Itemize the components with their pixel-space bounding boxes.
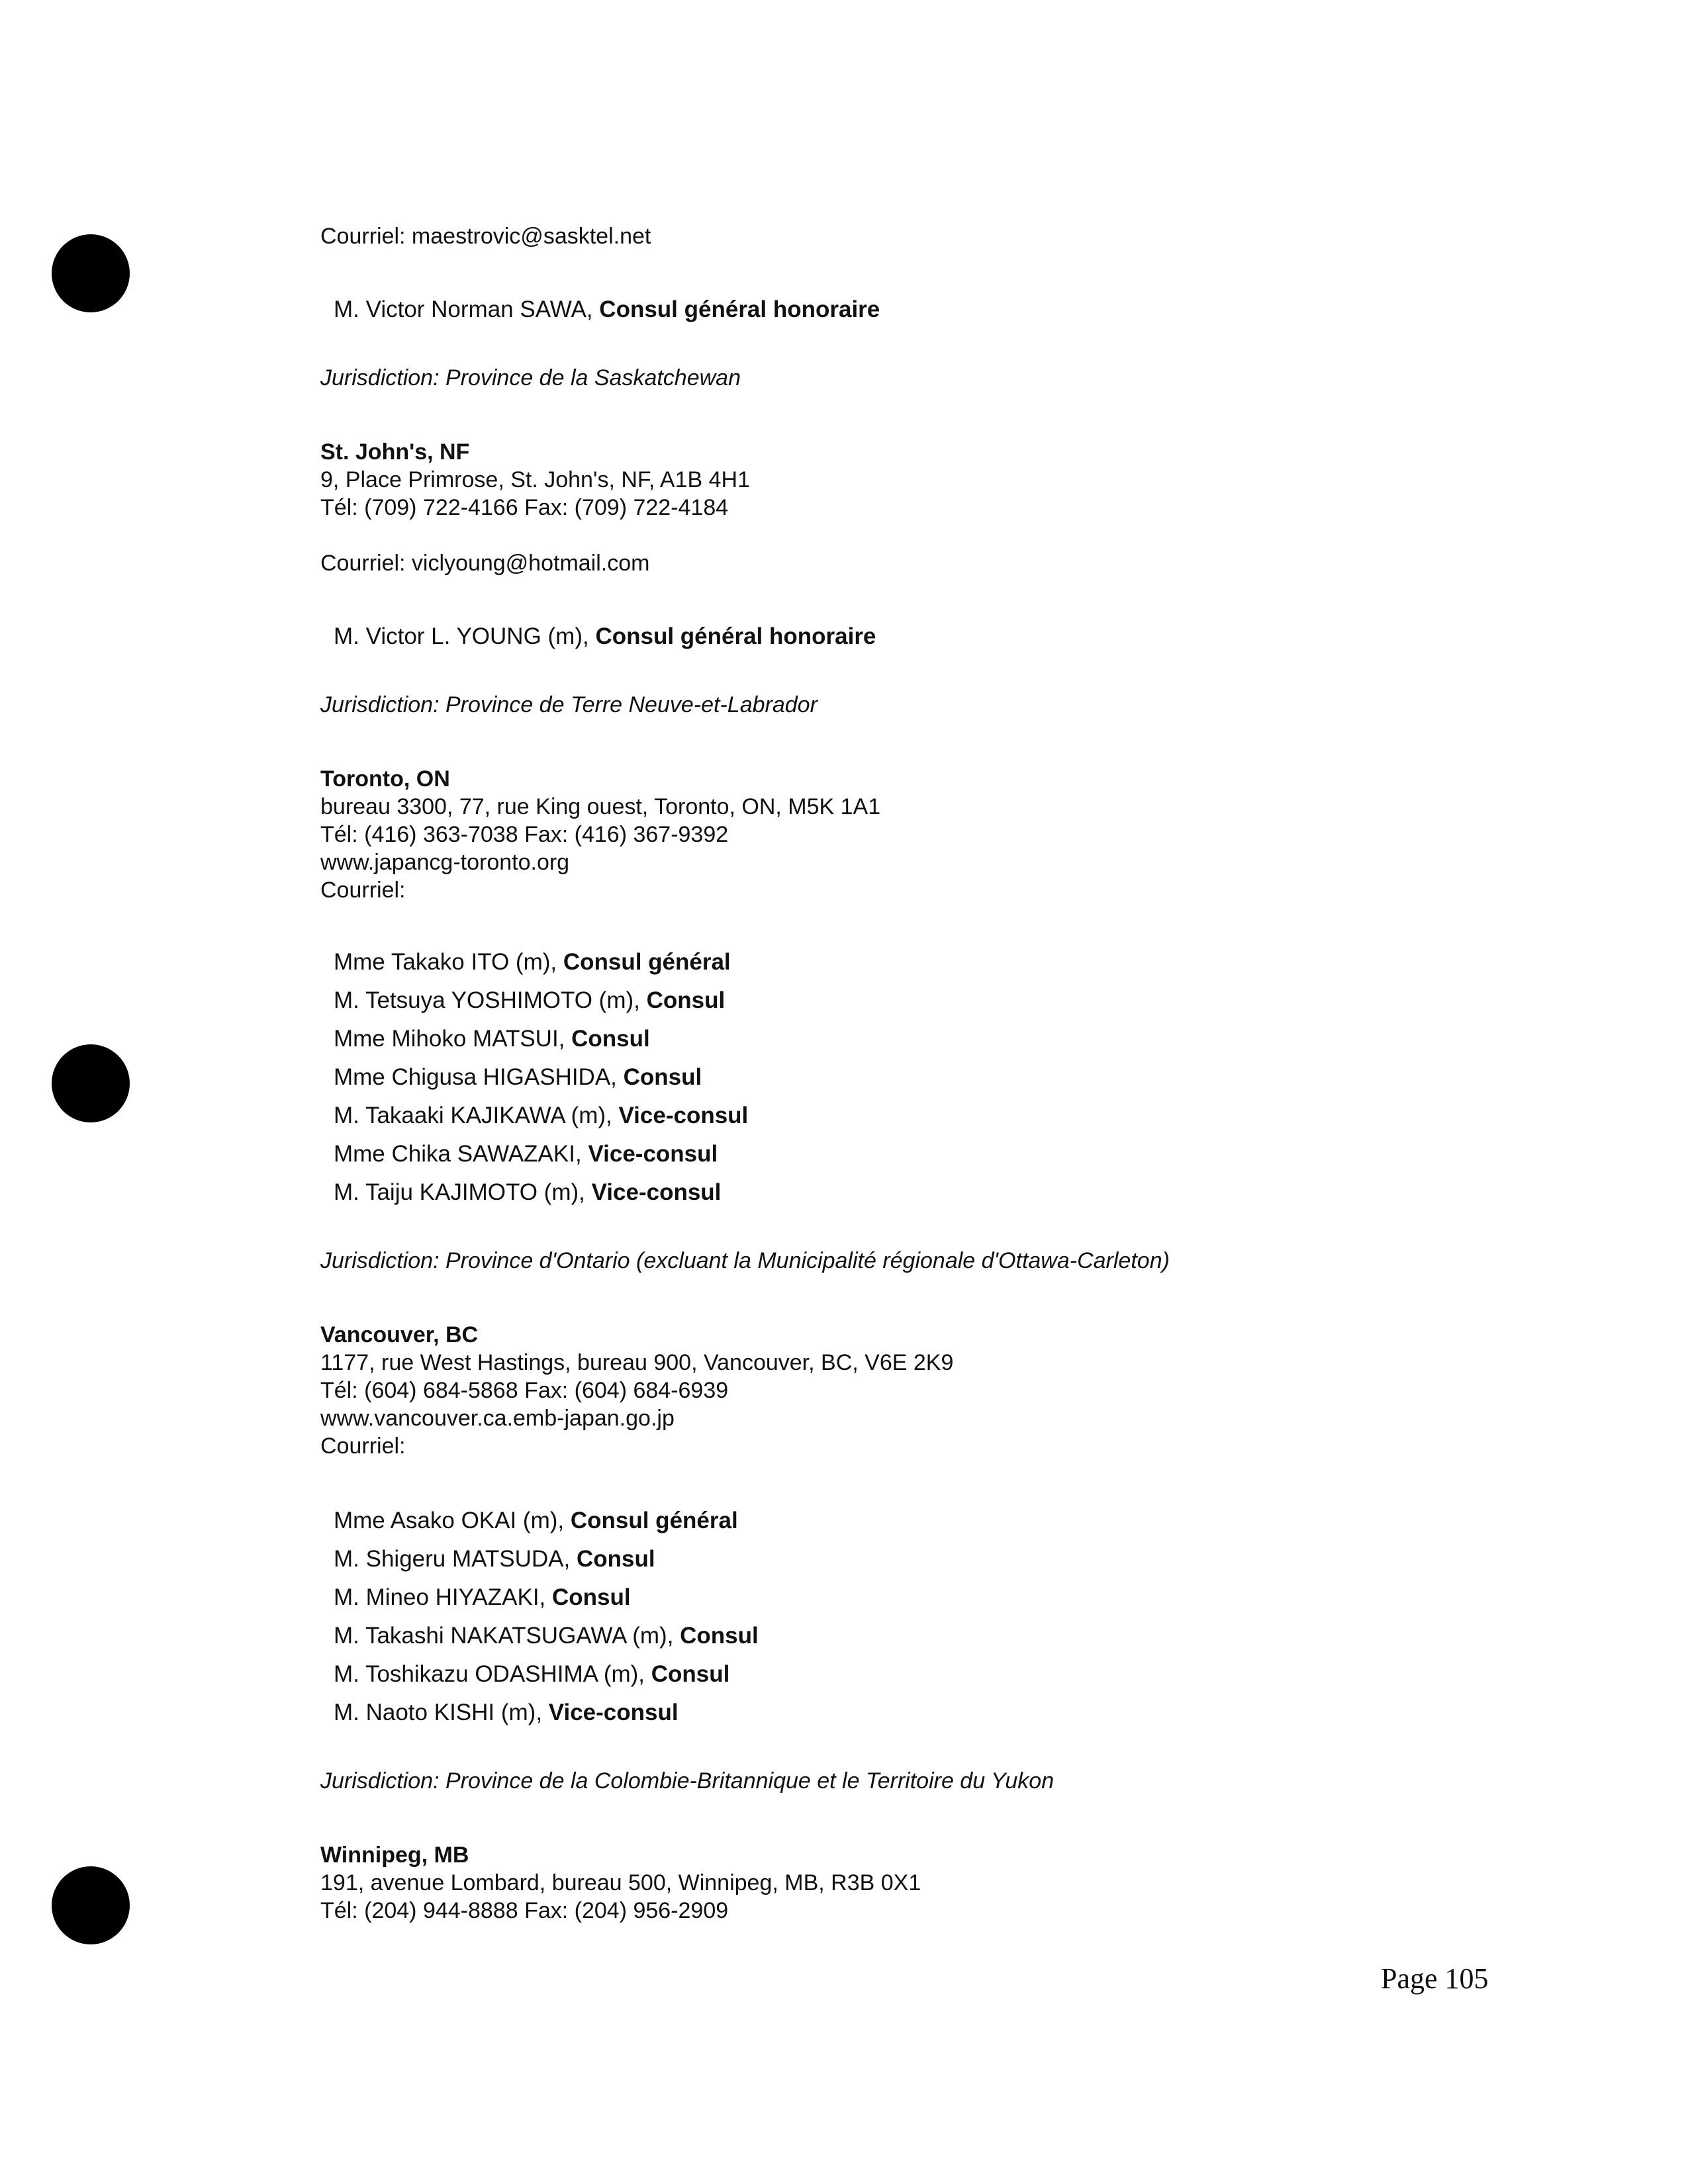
staff-name: M. Victor Norman SAWA, (334, 296, 600, 322)
staff-line (334, 986, 725, 1015)
staff-role: Consul (646, 987, 726, 1013)
staff-line (334, 1063, 702, 1092)
phone-fax-line: Tél: (604) 684-5868 Fax: (604) 684-6939 (320, 1378, 729, 1403)
staff-role: Consul général honoraire (599, 296, 880, 322)
staff-name: M. Taiju KAJIMOTO (m), (334, 1179, 592, 1205)
staff-line (334, 1101, 748, 1130)
staff-name: M. Takaaki KAJIKAWA (m), (334, 1103, 619, 1128)
email-line: Courriel: maestrovic@sasktel.net (320, 224, 651, 249)
city-heading: Toronto, ON (320, 766, 450, 792)
staff-line (334, 1583, 631, 1612)
phone-fax-line: Tél: (204) 944-8888 Fax: (204) 956-2909 (320, 1898, 729, 1923)
staff-name: M. Victor L. YOUNG (m), (334, 623, 596, 649)
jurisdiction-line: Jurisdiction: Province d'Ontario (excluant la Municipalité régionale d'Ottawa-Carleton) (320, 1248, 1170, 1273)
staff-role: Consul (571, 1026, 650, 1052)
staff-role: Consul général honoraire (595, 623, 876, 649)
staff-name: Mme Asako OKAI (m), (334, 1508, 571, 1533)
staff-role: Consul général (570, 1508, 738, 1533)
email-line: Courriel: (320, 878, 406, 903)
staff-name: M. Tetsuya YOSHIMOTO (m), (334, 987, 647, 1013)
phone-fax-line: Tél: (709) 722-4166 Fax: (709) 722-4184 (320, 495, 729, 520)
page-number: Page 105 (1381, 1962, 1489, 1995)
city-heading: Winnipeg, MB (320, 1843, 469, 1868)
staff-name: M. Takashi NAKATSUGAWA (m), (334, 1623, 680, 1649)
binder-hole (52, 1866, 130, 1944)
staff-line (334, 1545, 655, 1574)
staff-name: M. Naoto KISHI (m), (334, 1700, 549, 1725)
email-line: Courriel: viclyoung@hotmail.com (320, 551, 650, 576)
city-heading: Vancouver, BC (320, 1322, 479, 1347)
address-line: 1177, rue West Hastings, bureau 900, Vancouver, BC, V6E 2K9 (320, 1350, 954, 1375)
staff-line (334, 1660, 729, 1689)
staff-role: Consul (552, 1584, 631, 1610)
staff-name: M. Toshikazu ODASHIMA (m), (334, 1661, 651, 1687)
binder-hole (52, 1044, 130, 1122)
phone-fax-line: Tél: (416) 363-7038 Fax: (416) 367-9392 (320, 822, 729, 847)
staff-role: Consul (576, 1546, 655, 1572)
staff-name: Mme Takako ITO (m), (334, 949, 563, 975)
staff-name: Mme Chika SAWAZAKI, (334, 1141, 588, 1167)
staff-line (334, 1140, 718, 1169)
website-line: www.vancouver.ca.emb-japan.go.jp (320, 1406, 675, 1431)
staff-line (334, 1698, 679, 1727)
staff-line (334, 295, 880, 324)
staff-name: M. Mineo HIYAZAKI, (334, 1584, 552, 1610)
staff-name: Mme Chigusa HIGASHIDA, (334, 1064, 624, 1090)
staff-line (334, 948, 731, 977)
staff-role: Consul (680, 1623, 759, 1649)
staff-role: Vice-consul (548, 1700, 679, 1725)
staff-role: Vice-consul (588, 1141, 718, 1167)
staff-role: Vice-consul (591, 1179, 722, 1205)
address-line: 9, Place Primrose, St. John's, NF, A1B 4H1 (320, 467, 750, 492)
city-heading: St. John's, NF (320, 439, 470, 465)
website-line: www.japancg-toronto.org (320, 850, 570, 875)
address-line: 191, avenue Lombard, bureau 500, Winnipeg, MB, R3B 0X1 (320, 1870, 921, 1895)
staff-line (334, 1178, 721, 1207)
staff-name: M. Shigeru MATSUDA, (334, 1546, 577, 1572)
staff-role: Consul général (563, 949, 731, 975)
staff-line (334, 622, 876, 651)
jurisdiction-line: Jurisdiction: Province de Terre Neuve-et-Labrador (320, 692, 818, 717)
jurisdiction-line: Jurisdiction: Province de la Colombie-Britannique et le Territoire du Yukon (320, 1768, 1055, 1794)
staff-role: Consul (623, 1064, 702, 1090)
address-line: bureau 3300, 77, rue King ouest, Toronto, ON, M5K 1A1 (320, 794, 881, 819)
staff-line (334, 1506, 738, 1535)
staff-line (334, 1621, 759, 1651)
staff-role: Vice-consul (618, 1103, 749, 1128)
staff-name: Mme Mihoko MATSUI, (334, 1026, 572, 1052)
staff-line (334, 1024, 650, 1054)
binder-hole (52, 234, 130, 312)
jurisdiction-line: Jurisdiction: Province de la Saskatchewan (320, 365, 741, 390)
email-line: Courriel: (320, 1433, 406, 1459)
staff-role: Consul (651, 1661, 730, 1687)
